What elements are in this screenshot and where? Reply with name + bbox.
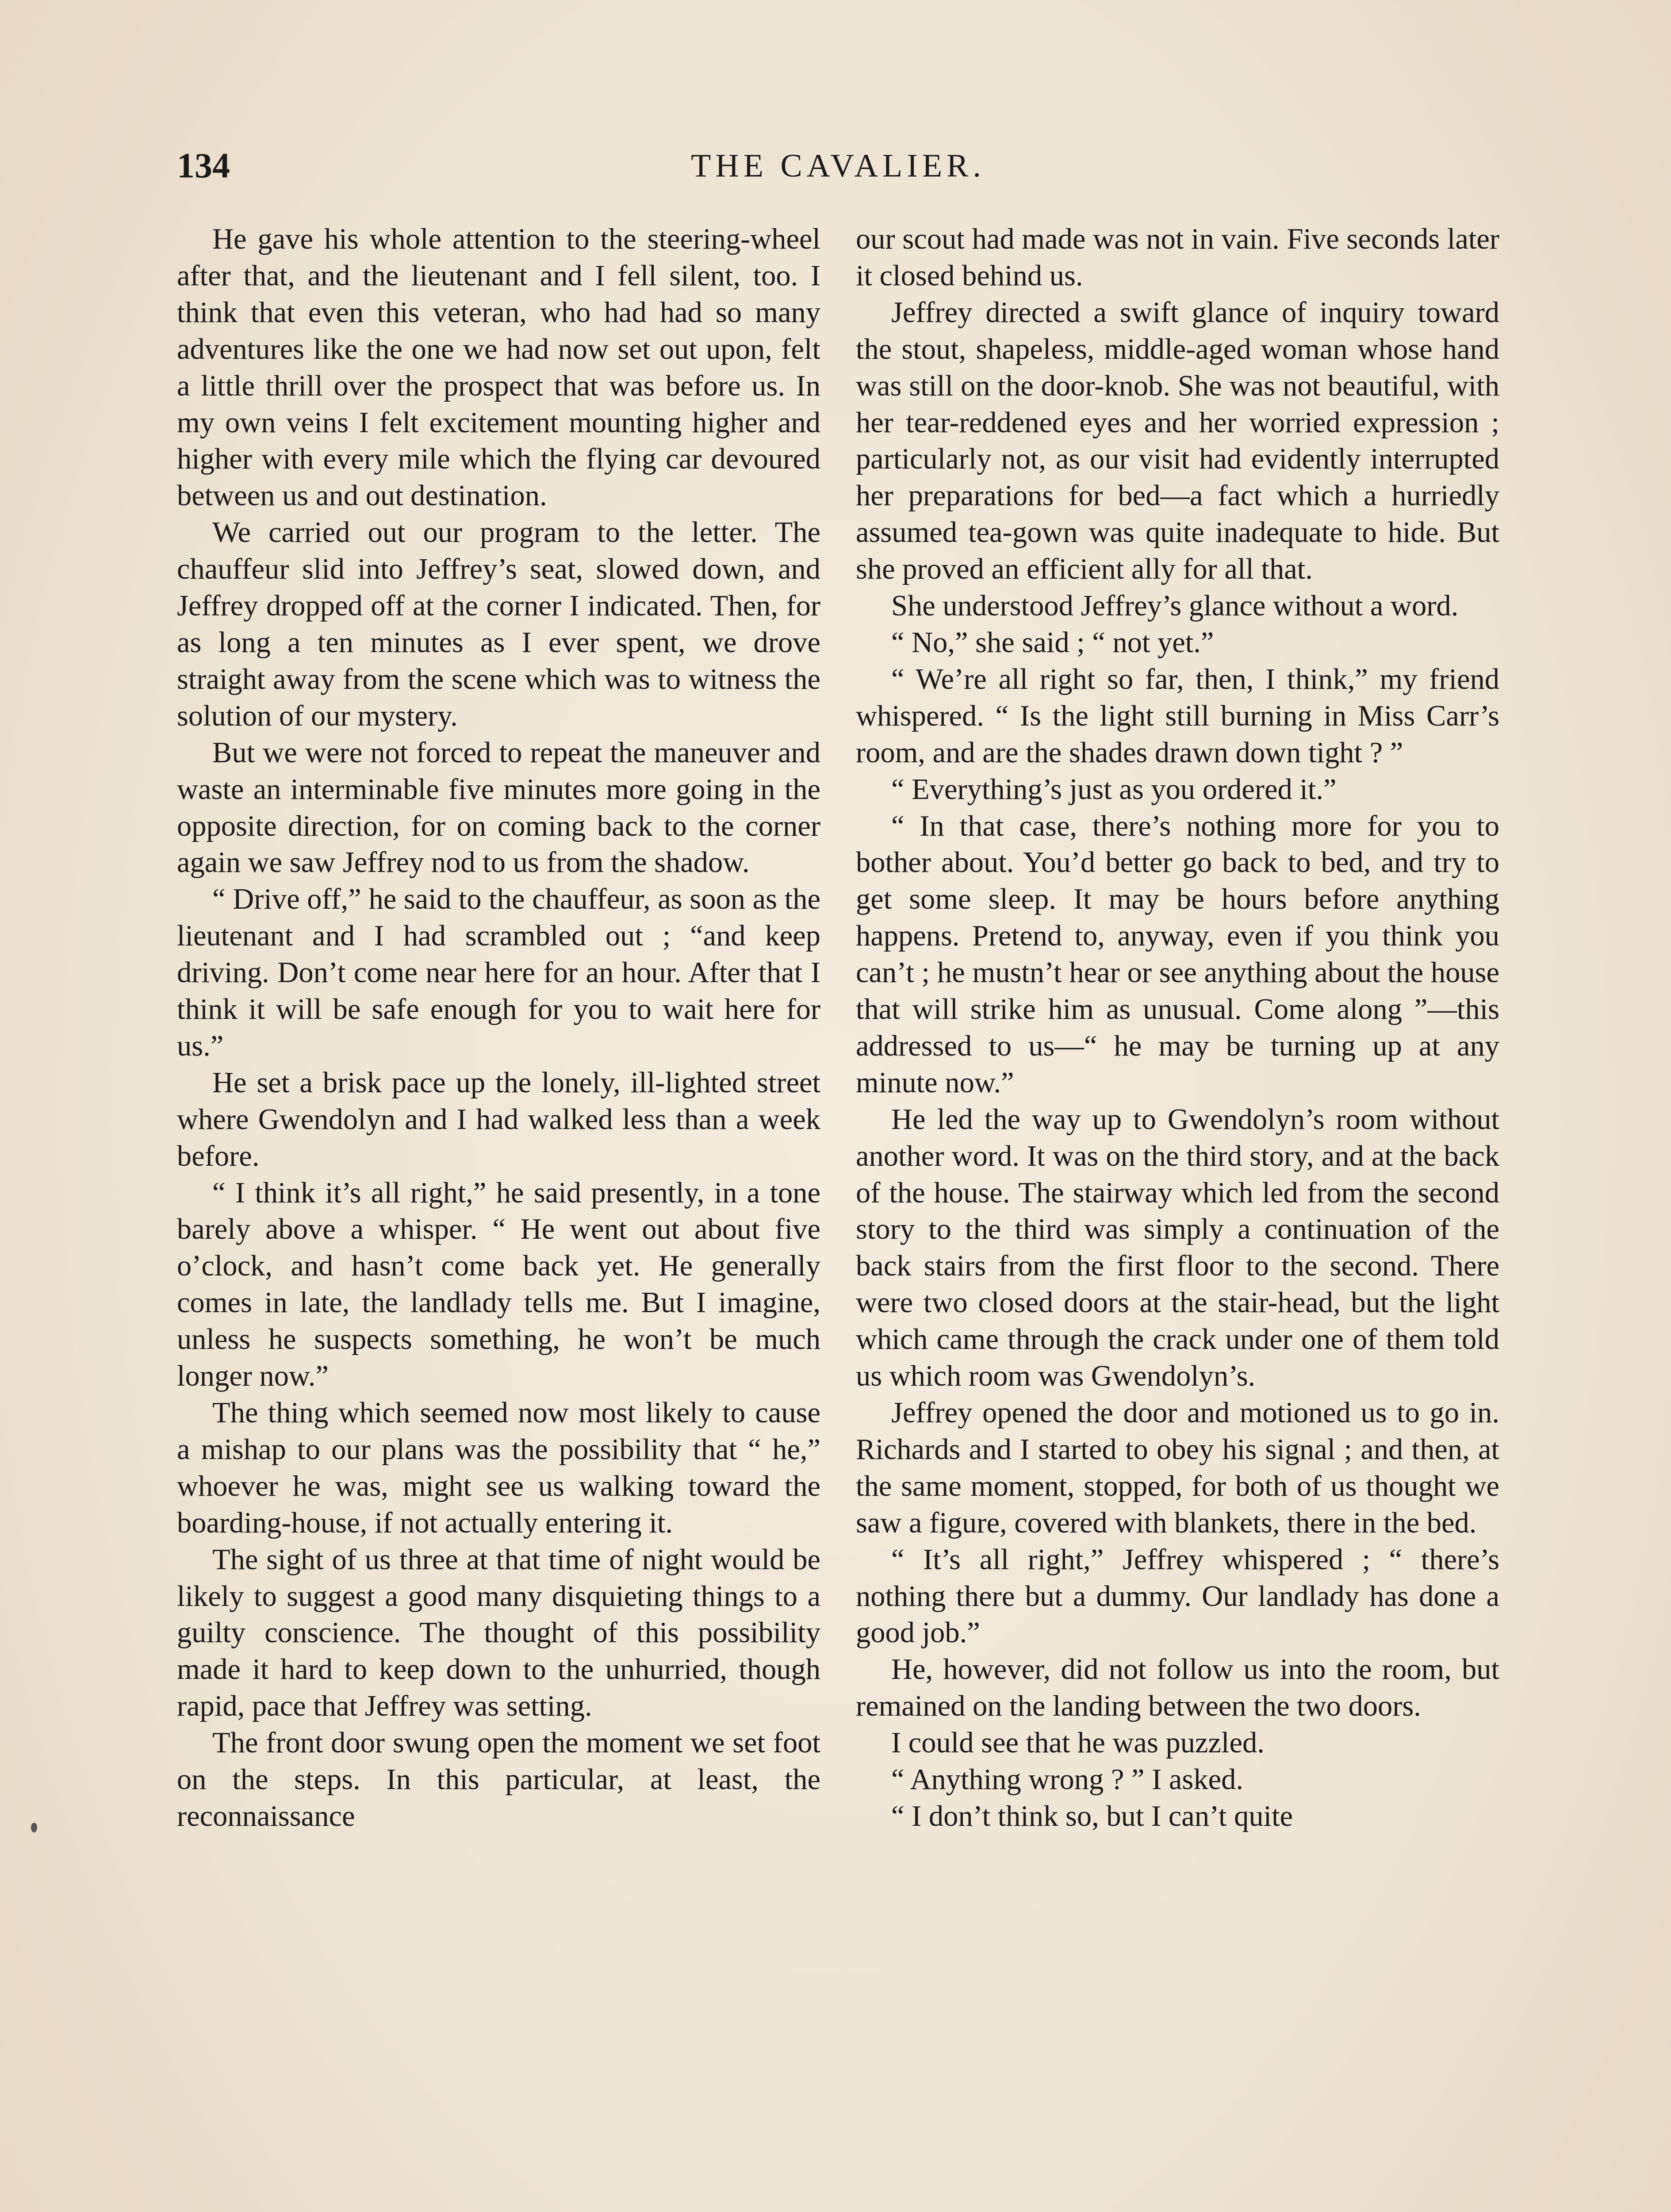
paragraph: He gave his whole attention to the steering-wheel after that, and the lieutenant and I fell silent, too. I think that even this veteran, who had had so many adventures like the one we had now set out upon, felt a little thrill over the prospect that was before us. In my own veins I felt excitement mounting higher and higher with every mile which the flying car devoured between us and out destination. <box>177 223 820 512</box>
paragraph: We carried out our program to the letter. The chauffeur slid into Jeffrey’s seat, slowed down, and Jeffrey dropped off at the corner I indicated. Then, for as long a ten minutes as I ever spent, we drove straight away from the scene which was to witness the solution of our mystery. <box>177 516 820 732</box>
paragraph: “ We’re all right so far, then, I think,” my friend whispered. “ Is the light still burning in Miss Carr’s room, and are the shades drawn down tight ? ” <box>856 663 1499 769</box>
paragraph: The thing which seemed now most likely to cause a mishap to our plans was the possibility that “ he,” whoever he was, might see us walking toward the boarding-house, if not actually entering it. <box>177 1397 820 1539</box>
paragraph: He, however, did not follow us into the room, but remained on the landing between the two doors. <box>856 1653 1499 1723</box>
running-title: THE CAVALIER. <box>691 148 985 184</box>
paragraph: “ Everything’s just as you ordered it.” <box>891 773 1337 806</box>
paragraph: I could see that he was puzzled. <box>891 1727 1265 1759</box>
left-text-column <box>177 221 820 1835</box>
paragraph: She understood Jeffrey’s glance without a word. <box>891 590 1459 622</box>
paragraph: Jeffrey directed a swift glance of inquiry toward the stout, shapeless, middle-aged woman whose hand was still on the door-knob. She was not beautiful, with her tear-reddened eyes and her worried expression ; particularly not, as our visit had evidently interrupted her preparations for bed—a fact which a hurriedly assumed tea-gown was quite inadequate to hide. But she proved an efficient ally for all that. <box>856 296 1499 586</box>
paragraph: “ It’s all right,” Jeffrey whispered ; “ there’s nothing there but a dummy. Our landlady has done a good job.” <box>856 1543 1499 1649</box>
paragraph: He set a brisk pace up the lonely, ill-lighted street where Gwendolyn and I had walked less than a week before. <box>177 1066 820 1172</box>
paragraph: But we were not forced to repeat the maneuver and waste an interminable five minutes more going in the opposite direction, for on coming back to the corner again we saw Jeffrey nod to us from the shadow. <box>177 736 820 879</box>
paragraph: “ No,” she said ; “ not yet.” <box>891 626 1214 659</box>
paragraph: “ In that case, there’s nothing more for you to bother about. You’d better go back to bed, and try to get some sleep. It may be hours before anything happens. Pretend to, anyway, even if you think you can’t ; he mustn’t hear or see anything about the house that will strike him as unusual. Come along ”—this addressed to us—“ he may be turning up at any minute now.” <box>856 810 1499 1099</box>
paragraph: The sight of us three at that time of night would be likely to suggest a good many disquieting things to a guilty conscience. The thought of this possibility made it hard to keep down to the unhurried, though rapid, pace that Jeffrey was setting. <box>177 1543 820 1723</box>
page-header <box>177 142 1499 190</box>
right-text-column <box>856 221 1499 1835</box>
page-number: 134 <box>177 146 230 185</box>
paragraph: The front door swung open the moment we set foot on the steps. In this particular, at least, the reconnaissance <box>177 1727 820 1832</box>
paragraph: our scout had made was not in vain. Five seconds later it closed behind us. <box>856 223 1499 292</box>
paragraph: “ Anything wrong ? ” I asked. <box>891 1763 1243 1796</box>
paragraph: “ I think it’s all right,” he said presently, in a tone barely above a whisper. “ He went out about five o’clock, and hasn’t come back yet. He generally comes in late, the landlady tells me. But I imagine, unless he suspects something, he won’t be much longer now.” <box>177 1176 820 1393</box>
paragraph: Jeffrey opened the door and motioned us to go in. Richards and I started to obey his signal ; and then, at the same moment, stopped, for both of us thought we saw a figure, covered with blankets, there in the bed. <box>856 1397 1499 1539</box>
paragraph: “ I don’t think so, but I can’t quite <box>891 1800 1293 1832</box>
paragraph: “ Drive off,” he said to the chauffeur, as soon as the lieutenant and I had scrambled out ; “and keep driving. Don’t come near here for an hour. After that I think it will be safe enough for you to wait here for us.” <box>177 883 820 1062</box>
paragraph: He led the way up to Gwendolyn’s room without another word. It was on the third story, and at the back of the house. The stairway which led from the second story to the third was simply a continuation of the back stairs from the first floor to the second. There were two closed doors at the stair-head, but the light which came through the crack under one of them told us which room was Gwendolyn’s. <box>856 1103 1499 1393</box>
paper-speck <box>31 1823 37 1832</box>
